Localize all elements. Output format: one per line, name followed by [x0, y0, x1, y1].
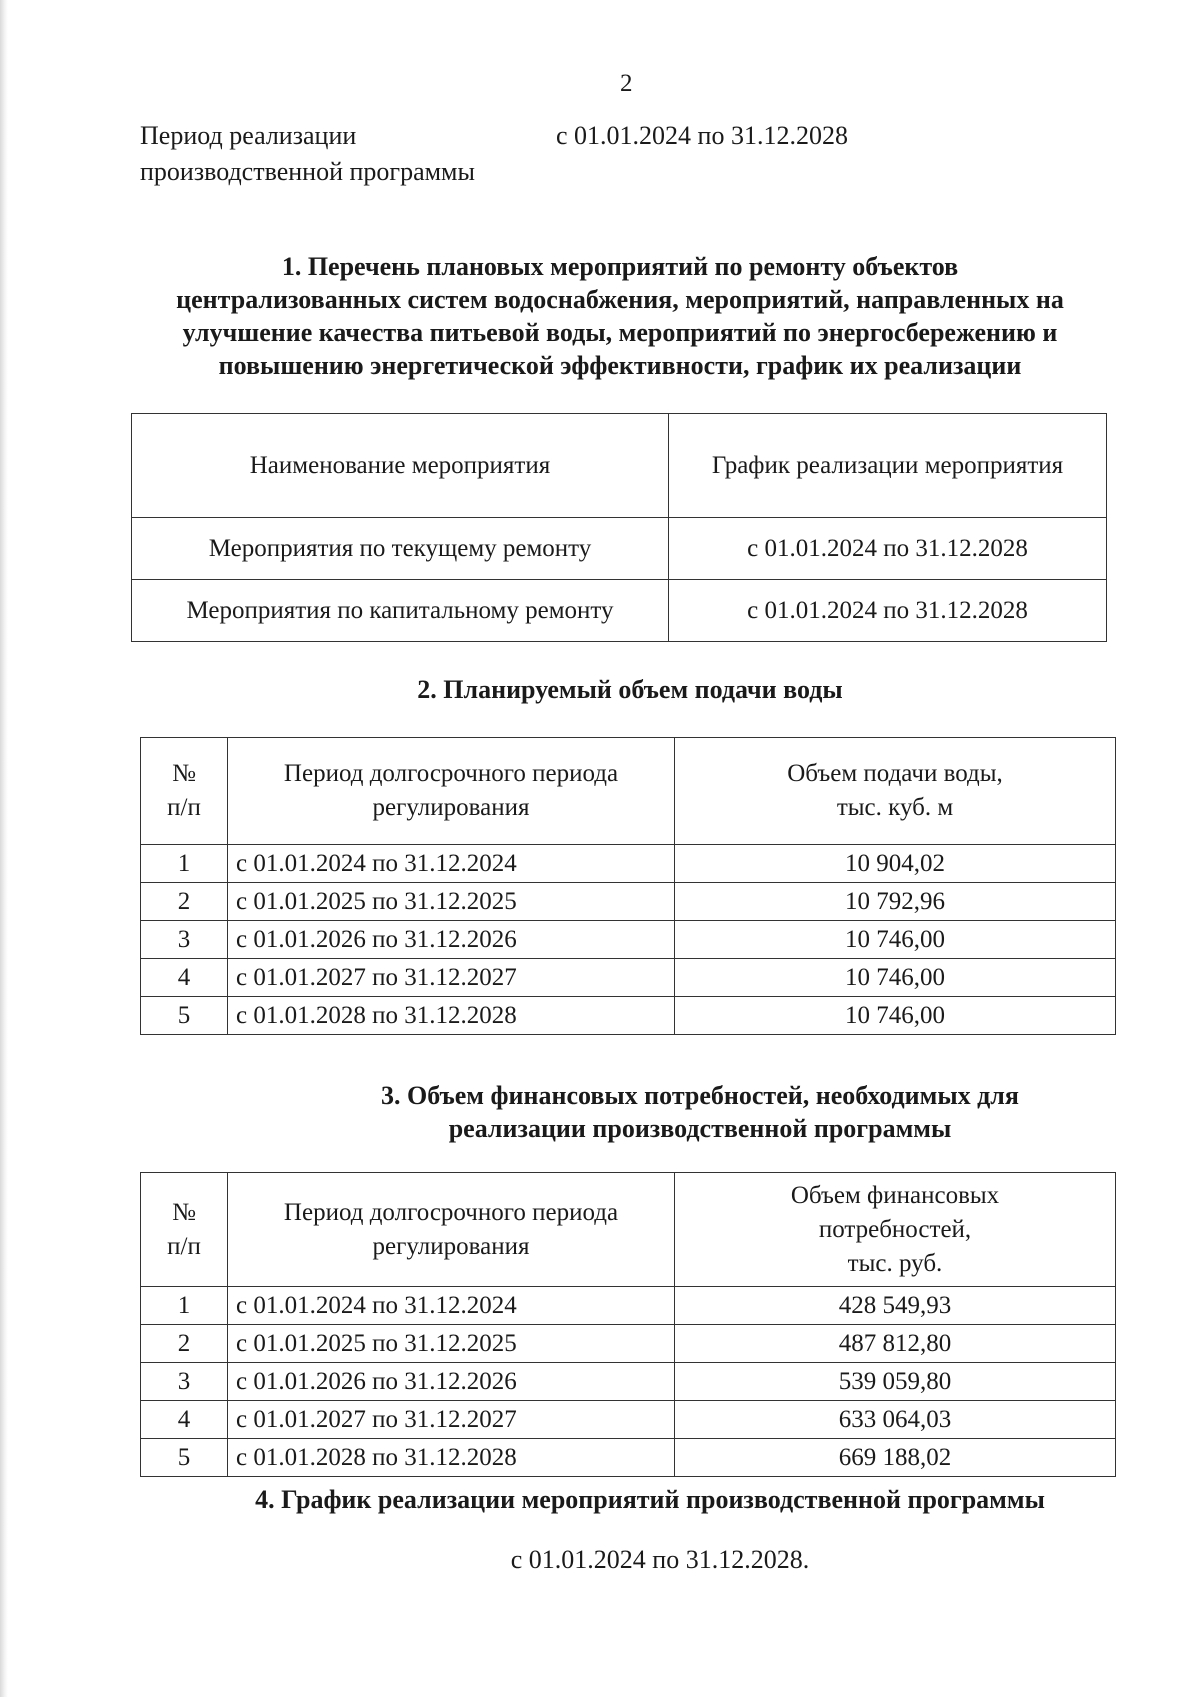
row-period: с 01.01.2026 по 31.12.2026 [228, 1363, 675, 1401]
water-supply-table [140, 737, 1116, 1035]
row-number: 4 [141, 959, 228, 997]
row-amount: 669 188,02 [675, 1439, 1116, 1477]
measure-schedule: с 01.01.2024 по 31.12.2028 [669, 518, 1107, 580]
row-amount: 428 549,93 [675, 1287, 1116, 1325]
row-number: 2 [141, 883, 228, 921]
row-period: с 01.01.2027 по 31.12.2027 [228, 1401, 675, 1439]
row-number: 4 [141, 1401, 228, 1439]
table-row [141, 959, 1116, 997]
section1-title-line: централизованных систем водоснабжения, мероприятий, направленных на [176, 285, 1064, 314]
table-row [132, 580, 1107, 642]
row-number: 2 [141, 1325, 228, 1363]
section3-title [250, 1079, 1150, 1145]
page-number: 2 [620, 70, 633, 97]
row-volume: 10 746,00 [675, 959, 1116, 997]
header-text: Период долгосрочного периода [283, 1198, 619, 1226]
measures-header-row [132, 414, 1107, 518]
table-row [141, 1363, 1116, 1401]
table-row [141, 1401, 1116, 1439]
header-text: Объем подачи воды, [787, 760, 1003, 787]
section4-title: 4. График реализации мероприятий производственной программы [255, 1485, 1045, 1514]
row-period: с 01.01.2027 по 31.12.2027 [228, 959, 675, 997]
row-number: 1 [141, 1287, 228, 1325]
header-text: Объем финансовых [790, 1181, 1000, 1209]
section1-title-line: улучшение качества питьевой воды, мероприятий по энергосбережению и [182, 318, 1058, 347]
header-text: регулирования [372, 794, 530, 821]
row-period: с 01.01.2025 по 31.12.2025 [228, 883, 675, 921]
finance-header-num [141, 1173, 228, 1287]
header-text: п/п [167, 1232, 201, 1260]
row-period: с 01.01.2026 по 31.12.2026 [228, 921, 675, 959]
section4-period: с 01.01.2024 по 31.12.2028. [510, 1545, 810, 1574]
table-row [141, 1287, 1116, 1325]
row-amount: 633 064,03 [675, 1401, 1116, 1439]
measures-table [131, 413, 1107, 642]
program-period-value: с 01.01.2024 по 31.12.2028 [556, 121, 848, 150]
table-row [141, 845, 1116, 883]
finance-header-period [228, 1173, 675, 1287]
measures-header-name: Наименование мероприятия [132, 414, 669, 518]
finance-header-amount [675, 1173, 1116, 1287]
row-period: с 01.01.2028 по 31.12.2028 [228, 1439, 675, 1477]
row-period: с 01.01.2024 по 31.12.2024 [228, 1287, 675, 1325]
row-number: 1 [141, 845, 228, 883]
table-row [132, 518, 1107, 580]
section3-title-line: 3. Объем финансовых потребностей, необходимых для [381, 1081, 1019, 1110]
measure-name: Мероприятия по капитальному ремонту [132, 580, 669, 642]
table-row [141, 1439, 1116, 1477]
row-amount: 539 059,80 [675, 1363, 1116, 1401]
water-header-row [141, 738, 1116, 845]
row-number: 5 [141, 1439, 228, 1477]
header-text: потребностей, [818, 1215, 972, 1243]
header-text: Период долгосрочного периода [283, 760, 619, 787]
header-text: тыс. руб. [847, 1249, 943, 1277]
table-row [141, 883, 1116, 921]
table-row [141, 1325, 1116, 1363]
program-period-label-line2: производственной программы [140, 157, 475, 186]
row-period: с 01.01.2028 по 31.12.2028 [228, 997, 675, 1035]
row-period: с 01.01.2025 по 31.12.2025 [228, 1325, 675, 1363]
section1-title-line: повышению энергетической эффективности, график их реализации [218, 351, 1022, 380]
section2-title: 2. Планируемый объем подачи воды [417, 675, 843, 704]
row-volume: 10 746,00 [675, 997, 1116, 1035]
section1-title-line: 1. Перечень плановых мероприятий по ремонту объектов [281, 252, 959, 281]
header-text: регулирования [372, 1232, 530, 1260]
row-volume: 10 792,96 [675, 883, 1116, 921]
header-text: тыс. куб. м [836, 794, 954, 821]
table-row [141, 921, 1116, 959]
measure-name: Мероприятия по текущему ремонту [132, 518, 669, 580]
row-volume: 10 746,00 [675, 921, 1116, 959]
scan-page-edge [0, 0, 8, 1697]
measures-header-schedule: График реализации мероприятия [669, 414, 1107, 518]
section1-title [120, 250, 1120, 382]
row-number: 3 [141, 921, 228, 959]
program-period-label-line1: Период реализации [140, 121, 357, 150]
water-header-volume [675, 738, 1116, 845]
row-number: 5 [141, 997, 228, 1035]
program-period-label [140, 118, 475, 190]
header-text: п/п [167, 794, 201, 821]
finance-table [140, 1172, 1116, 1477]
table-row [141, 997, 1116, 1035]
header-text: № [172, 1198, 196, 1226]
row-volume: 10 904,02 [675, 845, 1116, 883]
row-period: с 01.01.2024 по 31.12.2024 [228, 845, 675, 883]
water-header-period [228, 738, 675, 845]
finance-header-row [141, 1173, 1116, 1287]
water-header-num [141, 738, 228, 845]
measure-schedule: с 01.01.2024 по 31.12.2028 [669, 580, 1107, 642]
row-number: 3 [141, 1363, 228, 1401]
header-text: № [172, 760, 196, 787]
section3-title-line: реализации производственной программы [448, 1114, 952, 1143]
row-amount: 487 812,80 [675, 1325, 1116, 1363]
